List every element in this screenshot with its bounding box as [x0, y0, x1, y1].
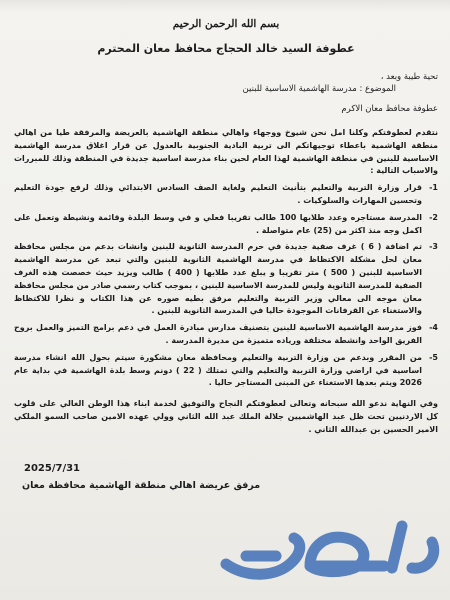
greeting: تحية طيبة وبعد ،: [380, 72, 438, 82]
item-number: 4-: [429, 323, 438, 333]
basmala: بسم الله الرحمن الرحيم: [172, 18, 280, 30]
item-text: فوز مدرسة الهاشمية الاساسية للبنين بتصنيف مدارس مبادرة العمل في دعم برامج التميز والعمل بروح الفريق الواحد وانشطة مختلفة ورياده متميزة من مديرة المدرسة .: [14, 323, 422, 345]
attachment-note: مرفق عريضة اهالي منطقة الهاشمية محافظة معان: [22, 479, 261, 491]
list-item: [14, 212, 438, 238]
subject-row: [14, 83, 438, 95]
item-number: 5-: [429, 352, 438, 362]
closing-paragraph: وفي النهاية ندعو الله سبحانه وتعالى لعطوفتكم النجاح والتوفيق لخدمة ابناء هذا الوطن الغالي على قلوب كل الاردنيين تحت ظل عبد الهاشميين جلالة الملك عبد الله الثاني وولي عهده الامين صاحب السمو الملكي الامير الحسين بن عبدالله الثاني .: [14, 399, 438, 434]
intro-paragraph: نتقدم لعطوفتكم وكلنا امل نحن شيوخ ووجهاء واهالي منطقة الهاشمية بالعريضة والمرفقة طيا من اهالي منطقة الهاشمية باعطاء توجيهاتكم الى تربية البادية الجنوبية بالعدول عن قرار اغلاق مدرسة الهاشمية الاساسية للبنين في منطقة الهاشمية لهذا العام لحين بناء مدرسة اساسية جديدة في المنطقة وذلك للمبررات والاسباب التالية :: [14, 128, 438, 176]
salutation: عطوفة محافظ معان الاكرم: [341, 104, 438, 114]
item-text: من المقرر وبدعم من وزارة التربية والتعليم ومحافظة معان مشكورة سيتم بحول الله انشاء مدرسة اساسية في اراضي وزارة التربية والتعليم والتي تمتلك ( 22 ) دونم وسط بلدة الهاشمية في بداية عام 2026 ويتم بعدها الاستغناء عن المبنى المستاجر حاليا .: [14, 352, 423, 388]
item-number: 1-: [429, 183, 438, 193]
page-shadow: [0, 0, 450, 12]
item-number: 3-: [429, 242, 438, 252]
list-item: [14, 352, 438, 390]
item-text: تم اضافة ( 6 ) غرف صفية جديدة في حرم المدرسة الثانوية للبنين وانشات بدعم من مجلس محافظة معان لحل مشكلة الاكتظاظ في مدرسة الهاشمية الثانوية للبنين والتي تبعد عن مدرسة الهاشمية الاساسية للبنين ( 500 ) متر تقريبا و يبلغ عدد طلابها ( 400 ) طالب ويزيد حيث خصصت هذه الغرف الصفية للمدرسة الثانوية وليس للمدرسة الاساسية للبنين ، بموجب كتاب رسمي صادر من مجلس محافظة معان موجه الى معالي وزير التربية والتعليم مرفق بطيه صوره عن هذا الكتاب و نظرا للاكتظاظ والاستغناء عن القرفانات الموجودة حاليا في المدرسة الثانوية للبنين .: [14, 242, 423, 316]
item-text: قرار وزارة التربية والتعليم بتأنيث التعليم ولغاية الصف السادس الابتدائي وذلك لرفع جودة التعليم وتحسين المهارات والسلوكيات .: [14, 183, 422, 205]
letter-body: [14, 18, 438, 491]
rased-watermark-logo: [206, 486, 450, 600]
greeting-row: [14, 71, 438, 83]
list-item: [14, 322, 438, 348]
item-number: 2-: [429, 212, 438, 222]
item-text: المدرسة مستاجره وعدد طلابها 100 طالب تقريبا فعلي و في وسط البلدة وقائمة ونشيطة وتعمل على اكمل وجه منذ اكثر من (25) عام متواصلة .: [14, 212, 422, 235]
letter-date: 2025/7/31: [24, 462, 81, 474]
list-item: [14, 182, 438, 208]
subject-line: الموضوع : مدرسة الهاشمية الاساسية للبنين: [242, 84, 396, 94]
addressee: عطوفة السيد خالد الحجاج محافظ معان المحترم: [97, 42, 355, 55]
list-item: [14, 241, 438, 318]
